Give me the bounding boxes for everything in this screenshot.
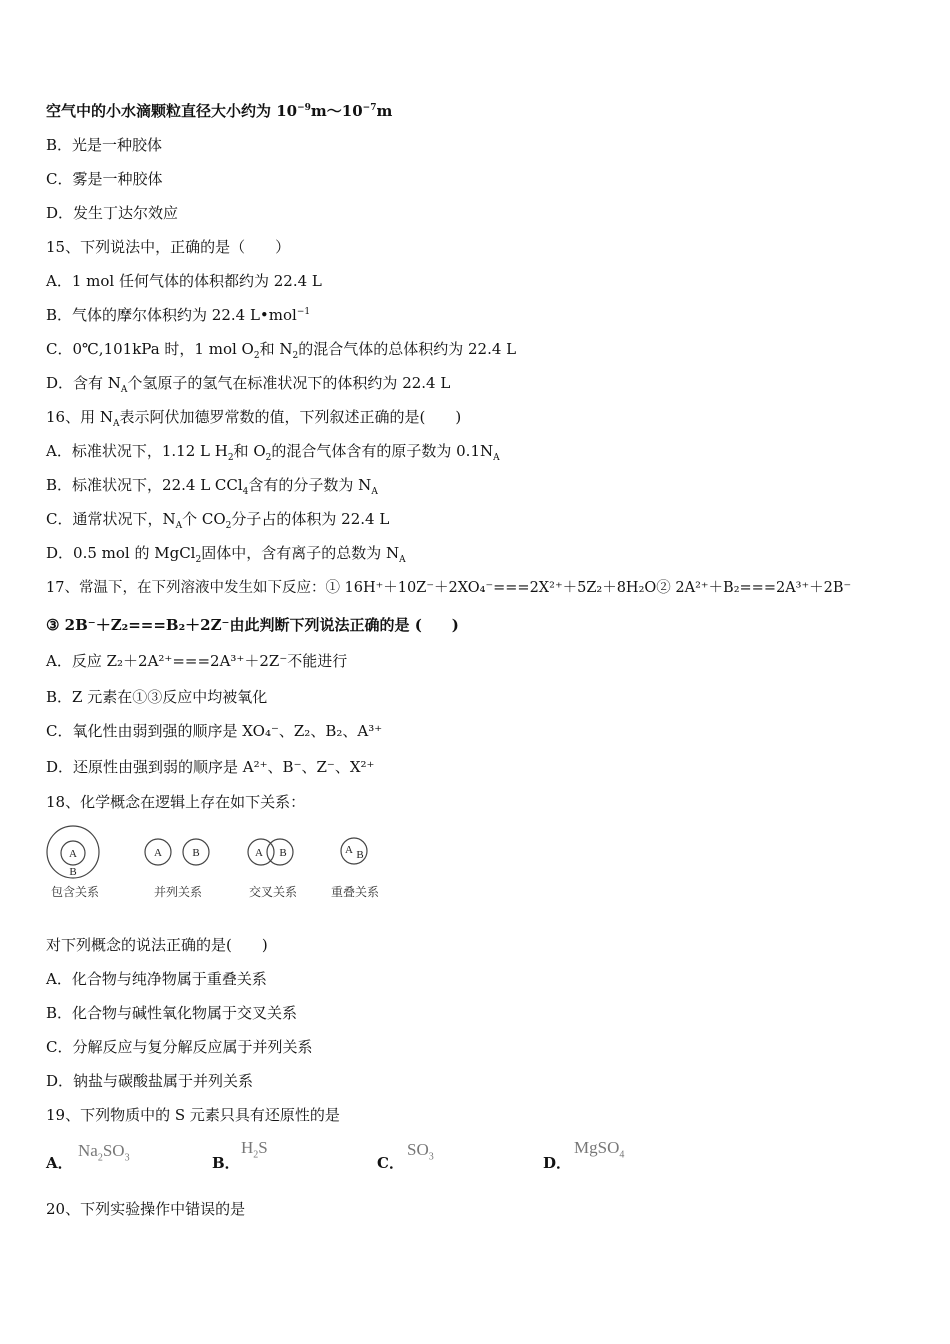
intersection-relation-figure xyxy=(248,839,297,899)
q16-option-d: D．0.5 mol 的 MgCl$_2$固体中，含有离子的总数为 $N_A$ xyxy=(46,544,406,565)
overlap-relation-figure xyxy=(331,838,379,899)
label-inclusion: 包含关系 xyxy=(50,885,100,899)
svg-text:A: A xyxy=(345,844,353,856)
label-parallel: 并列关系 xyxy=(153,885,203,899)
q15-option-d: D．含有 $N_A$个氢原子的氢气在标准状况下的体积约为 22.4 L xyxy=(46,374,451,395)
svg-text:B: B xyxy=(356,849,364,861)
q16-option-b: B．标准状况下，22.4 L CCl$_4$含有的分子数为 $N_A$ xyxy=(46,476,378,497)
q14-option-d: D．发生丁达尔效应 xyxy=(46,204,179,222)
q19-option-d-formula: MgSO$_4$ xyxy=(574,1138,625,1161)
q19-option-a-formula: $Na_2SO_3$ xyxy=(78,1141,130,1164)
svg-text:A: A xyxy=(154,847,162,859)
inclusion-relation-figure xyxy=(47,826,99,899)
q16-option-a: A．标准状况下，1.12 L $H_2$和 $O_2$的混合气体含有的原子数为 $0.1N_A$ xyxy=(46,442,500,463)
q19-stem: 19、下列物质中的 S 元素只具有还原性的是 xyxy=(46,1106,340,1124)
concept-relation-diagram xyxy=(40,820,400,910)
q18-option-a: A．化合物与纯净物属于重叠关系 xyxy=(46,970,267,988)
q15-option-b: B．气体的摩尔体积约为 22.4 L•mol$^{-1}$ xyxy=(46,306,311,324)
q15-option-a: A．1 mol 任何气体的体积都约为 22.4 L xyxy=(46,272,322,290)
q17-option-a: A．反应 Z₂＋2A²⁺===2A³⁺＋2Z⁻不能进行 xyxy=(46,652,348,670)
q18-stem: 18、化学概念在逻辑上存在如下关系： xyxy=(46,793,306,811)
q17-stem-line1: 17、常温下，在下列溶液中发生如下反应：① 16H⁺＋10Z⁻＋2XO₄⁻===2X²⁺＋5Z₂＋8H₂O② 2A²⁺＋B₂===2A³⁺＋2B⁻ xyxy=(46,580,852,596)
circle-label-b: B xyxy=(69,866,77,878)
q16-stem: 16、用 $N_A$表示阿伏加德罗常数的值，下列叙述正确的是( ) xyxy=(46,408,462,429)
circle-label-a: A xyxy=(69,848,77,860)
q14-option-c: C．雾是一种胶体 xyxy=(46,170,163,188)
svg-text:B: B xyxy=(192,847,200,859)
q17-option-c: C．氧化性由弱到强的顺序是 XO₄⁻、Z₂、B₂、A³⁺ xyxy=(46,722,383,740)
svg-text:B: B xyxy=(279,847,287,859)
q19-option-d-label: D． xyxy=(543,1154,572,1172)
q18-option-b: B．化合物与碱性氧化物属于交叉关系 xyxy=(46,1004,298,1022)
q19-option-b-label: B． xyxy=(212,1154,240,1172)
q19-option-a-label: A． xyxy=(46,1154,73,1172)
q18-option-c: C．分解反应与复分解反应属于并列关系 xyxy=(46,1038,313,1056)
q19-option-b-formula: $H_2S$ xyxy=(241,1138,268,1161)
label-overlap: 重叠关系 xyxy=(330,885,380,899)
q17-option-b: B．Z 元素在①③反应中均被氧化 xyxy=(46,688,268,706)
label-intersection: 交叉关系 xyxy=(248,885,298,899)
q20-stem: 20、下列实验操作中错误的是 xyxy=(46,1200,246,1218)
parallel-relation-figure xyxy=(145,839,209,899)
svg-text:A: A xyxy=(255,847,263,859)
q18-question: 对下列概念的说法正确的是( ) xyxy=(46,936,268,954)
q17-stem-line2: ③ 2B⁻＋Z₂===B₂＋2Z⁻由此判断下列说法正确的是 ( ) xyxy=(46,616,459,634)
q18-option-d: D．钠盐与碳酸盐属于并列关系 xyxy=(46,1072,254,1090)
q19-option-c-formula: $SO_3$ xyxy=(407,1140,434,1163)
q16-option-c: C．通常状况下，$N_A$个 $CO_2$分子占的体积为 22.4 L xyxy=(46,510,390,531)
q17-option-d: D．还原性由强到弱的顺序是 A²⁺、B⁻、Z⁻、X²⁺ xyxy=(46,758,375,776)
q14-option-a: 空气中的小水滴颗粒直径大小约为 $10^{-9}m\sim 10^{-7}m$ xyxy=(46,102,393,120)
q15-stem: 15、下列说法中，正确的是（ ） xyxy=(46,238,291,256)
q15-option-c: C．0℃,101kPa 时，1 mol $O_2$和 $N_2$的混合气体的总体积约为 22.4 L xyxy=(46,340,517,361)
q14-option-b: B．光是一种胶体 xyxy=(46,136,163,154)
q19-option-c-label: C． xyxy=(377,1154,404,1172)
